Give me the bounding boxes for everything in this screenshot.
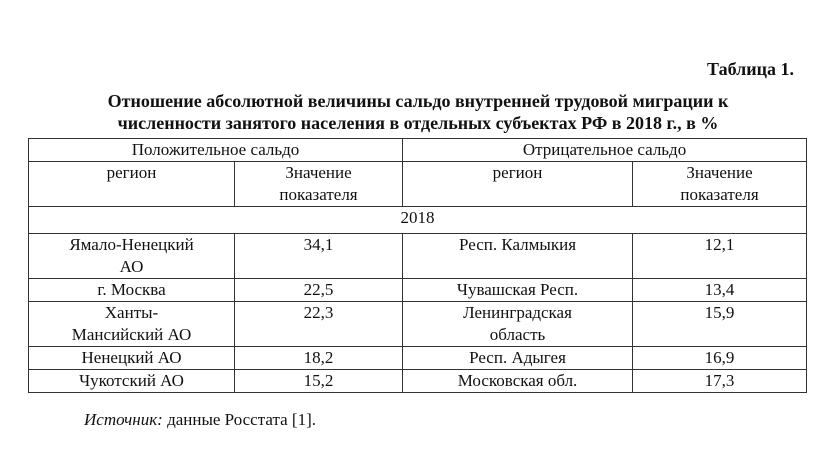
title-line-1: Отношение абсолютной величины сальдо внутренней трудовой миграции к [107,91,729,111]
source-note [84,409,316,431]
negative-value-cell: 13,4 [633,279,807,302]
positive-region-line-1: Ямало-Ненецкий [69,235,194,254]
negative-region-cell [403,347,633,370]
negative-region-cell [403,279,633,302]
negative-value-cell: 17,3 [633,370,807,393]
value-right-header-line-2: показателя [680,185,759,204]
negative-region-cell [403,302,633,347]
positive-region-cell [29,347,235,370]
positive-value-cell: 22,5 [235,279,403,302]
positive-region-cell [29,279,235,302]
table-row [29,302,807,347]
positive-region-cell [29,302,235,347]
value-right-header [633,162,807,207]
positive-region-line-1: Ненецкий АО [81,348,182,367]
negative-region-line-1: Чувашская Респ. [456,280,579,299]
positive-region-line-2: АО [119,257,144,276]
source-text: данные Росстата [1]. [162,410,316,429]
table-title [30,90,806,134]
negative-region-cell [403,370,633,393]
table-row [29,234,807,279]
value-right-header-line-1: Значение [686,163,753,182]
year-cell: 2018 [29,207,807,234]
value-left-header-line-2: показателя [279,185,358,204]
title-line-2: численности занятого населения в отдельных субъектах РФ в 2018 г., в % [117,113,719,133]
negative-balance-header: Отрицательное сальдо [403,139,807,162]
negative-region-line-1: Респ. Адыгея [469,348,566,367]
positive-region-line-1: Ханты- [104,303,159,322]
source-lead: Источник: [84,410,163,429]
table-row [29,279,807,302]
value-left-header [235,162,403,207]
positive-region-line-2: Мансийский АО [71,325,192,344]
table-row [29,370,807,393]
negative-value-cell: 15,9 [633,302,807,347]
region-right-header: регион [403,162,633,207]
negative-region-line-1: Московская обл. [457,371,578,390]
negative-region-line-2: область [489,325,546,344]
positive-region-line-1: г. Москва [97,280,166,299]
positive-value-cell: 34,1 [235,234,403,279]
group-header-row [29,139,807,162]
positive-region-cell [29,370,235,393]
negative-region-line-1: Ленинградская [463,303,572,322]
negative-value-cell: 12,1 [633,234,807,279]
positive-value-cell: 15,2 [235,370,403,393]
table-label: Таблица 1. [707,59,794,79]
column-header-row [29,162,807,207]
positive-region-cell [29,234,235,279]
positive-balance-header: Положительное сальдо [29,139,403,162]
value-left-header-line-1: Значение [285,163,352,182]
positive-value-cell: 18,2 [235,347,403,370]
negative-region-line-1: Респ. Калмыкия [459,235,577,254]
positive-value-cell: 22,3 [235,302,403,347]
year-row [29,207,807,234]
negative-region-cell [403,234,633,279]
region-left-header: регион [29,162,235,207]
positive-region-line-1: Чукотский АО [79,371,184,390]
negative-value-cell: 16,9 [633,347,807,370]
migration-table [28,138,807,393]
table-row [29,347,807,370]
